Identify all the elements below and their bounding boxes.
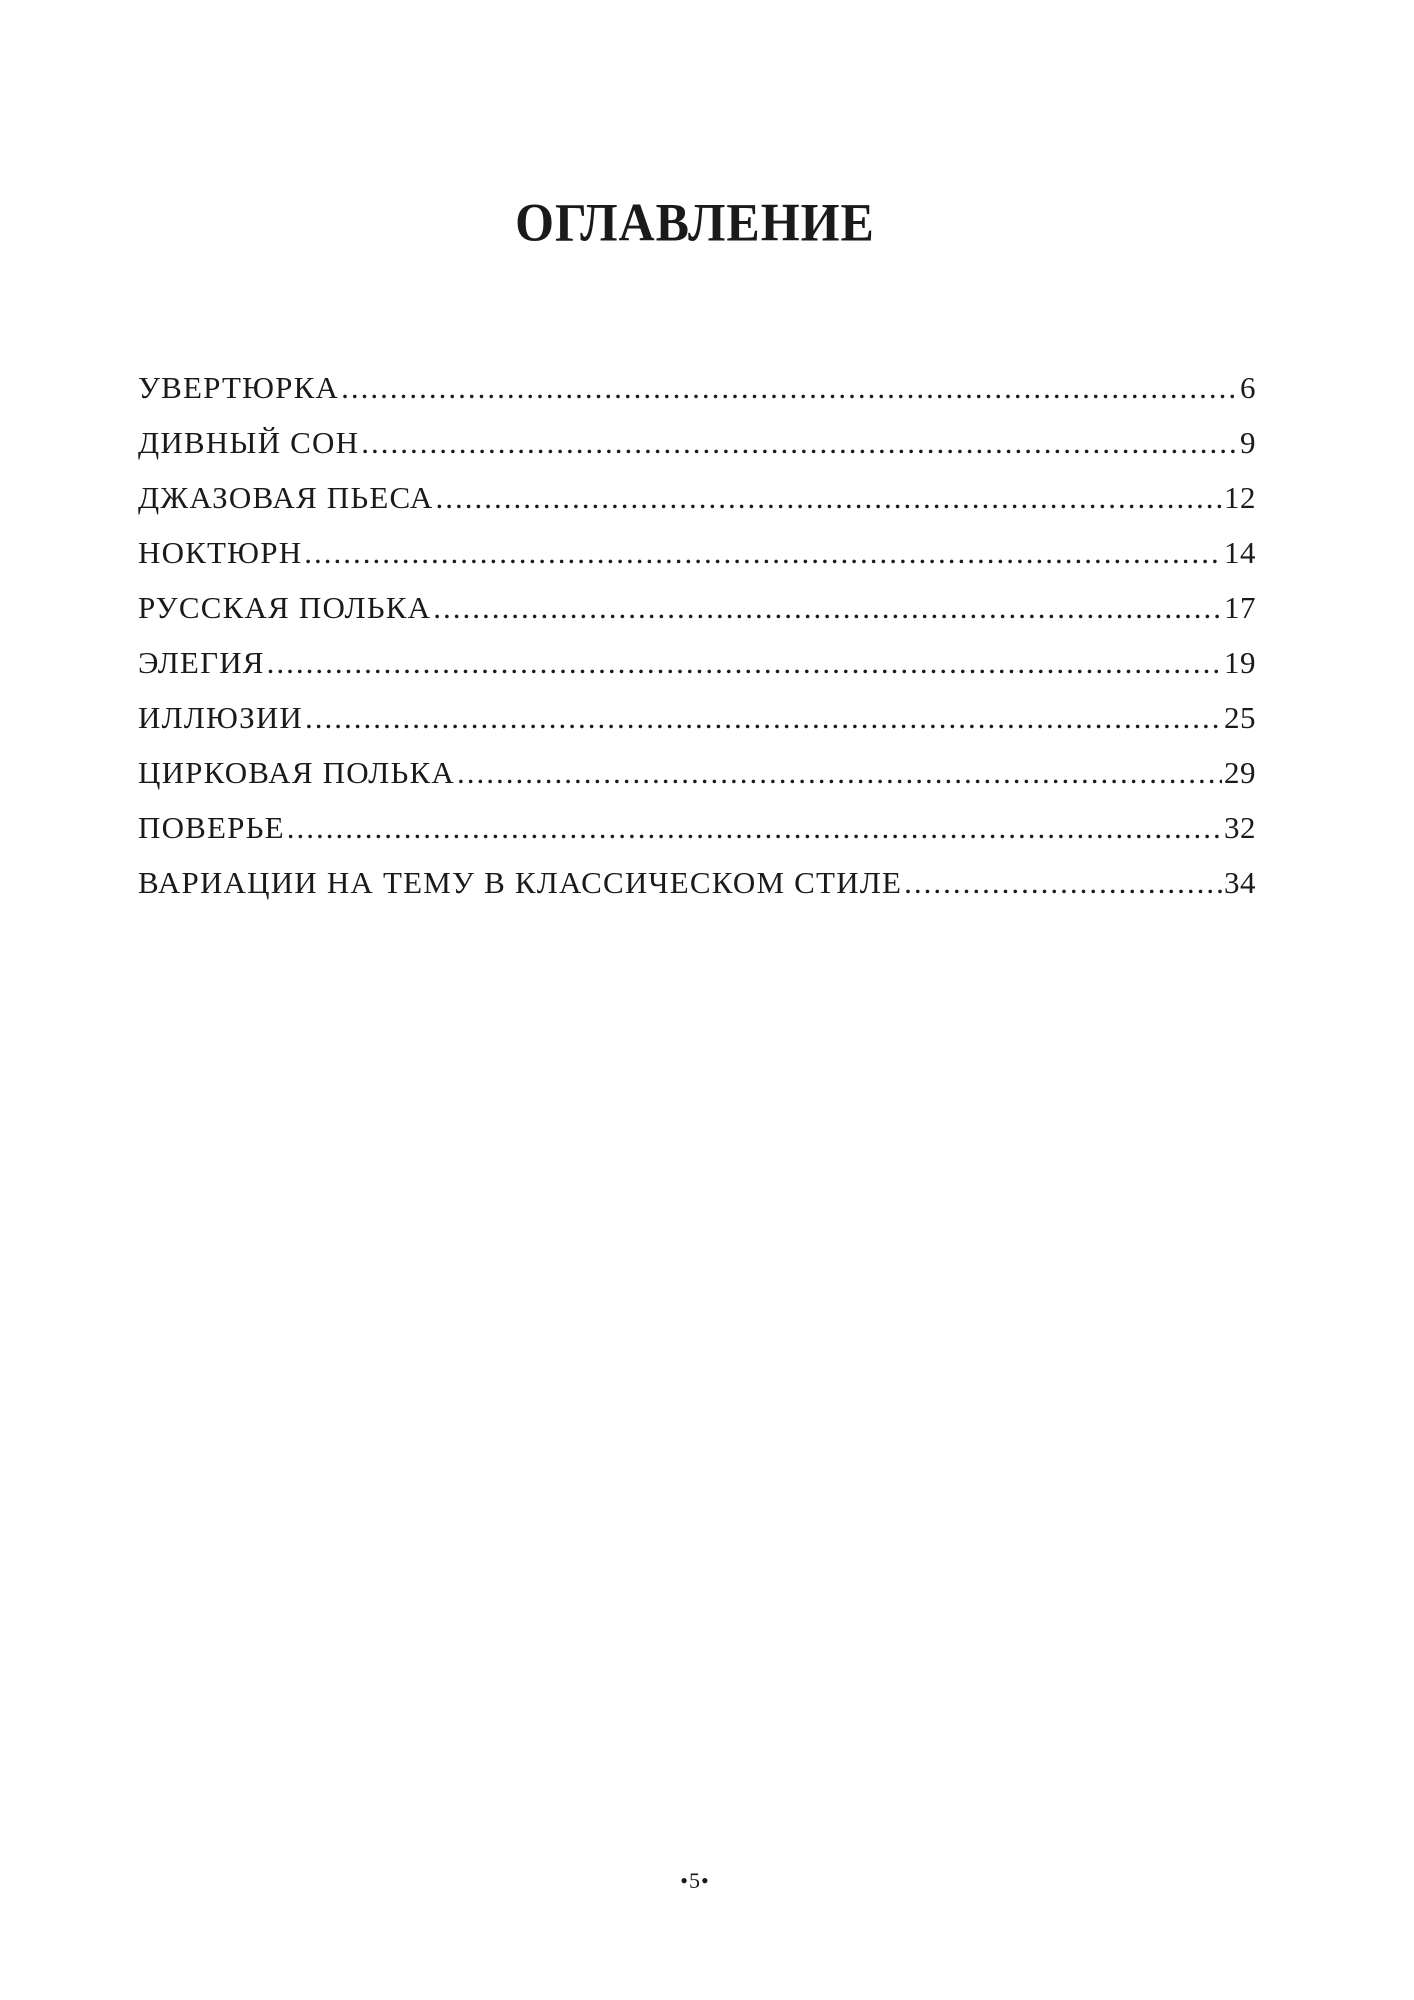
dot-leader: [305, 690, 1222, 745]
dot-leader: [435, 470, 1222, 525]
toc-entry-title: НОКТЮРН: [138, 535, 303, 570]
toc-entry-page: 6: [1240, 370, 1256, 405]
dot-leader: [341, 360, 1238, 415]
dot-leader: [287, 800, 1222, 855]
toc-entry-title: РУССКАЯ ПОЛЬКА: [138, 590, 432, 625]
dot-leader: [267, 635, 1222, 690]
toc-entry: [138, 690, 1256, 745]
toc-entry-title: ЭЛЕГИЯ: [138, 645, 265, 680]
toc-entry-page: 29: [1224, 755, 1256, 790]
toc-entry-page: 32: [1224, 810, 1256, 845]
toc-entry-page: 9: [1240, 425, 1256, 460]
dot-leader: [304, 525, 1222, 580]
page-number: •5•: [680, 1868, 710, 1893]
toc-entry: [138, 580, 1256, 635]
dot-leader: [361, 415, 1238, 470]
dot-leader: [433, 580, 1222, 635]
dot-leader: [457, 745, 1222, 800]
toc-entry-page: 25: [1224, 700, 1256, 735]
toc-entry-page: 34: [1224, 865, 1256, 900]
dot-leader: [904, 855, 1222, 910]
toc-entry-page: 14: [1224, 535, 1256, 570]
toc-entry-title: ЦИРКОВАЯ ПОЛЬКА: [138, 755, 455, 790]
toc-entry-title: ИЛЛЮЗИИ: [138, 700, 304, 735]
toc-entry: [138, 525, 1256, 580]
toc-entry-page: 12: [1224, 480, 1256, 515]
toc-entry: [138, 745, 1256, 800]
toc-entry: [138, 470, 1256, 525]
toc-entry-title: ВАРИАЦИИ НА ТЕМУ В КЛАССИЧЕСКОМ СТИЛЕ: [138, 865, 903, 900]
toc-entry: [138, 635, 1256, 690]
toc-entry: [138, 415, 1256, 470]
toc-entry-title: ДЖАЗОВАЯ ПЬЕСА: [138, 480, 434, 515]
toc-entry-title: ПОВЕРЬЕ: [138, 810, 285, 845]
toc-entry-title: УВЕРТЮРКА: [138, 370, 340, 405]
table-of-contents: [138, 360, 1256, 910]
toc-entry-page: 17: [1224, 590, 1256, 625]
toc-entry: [138, 360, 1256, 415]
toc-entry: [138, 800, 1256, 855]
toc-entry: [138, 855, 1256, 910]
page-title: ОГЛАВЛЕНИЕ: [515, 191, 875, 252]
toc-entry-title: ДИВНЫЙ СОН: [138, 425, 360, 460]
toc-entry-page: 19: [1224, 645, 1256, 680]
